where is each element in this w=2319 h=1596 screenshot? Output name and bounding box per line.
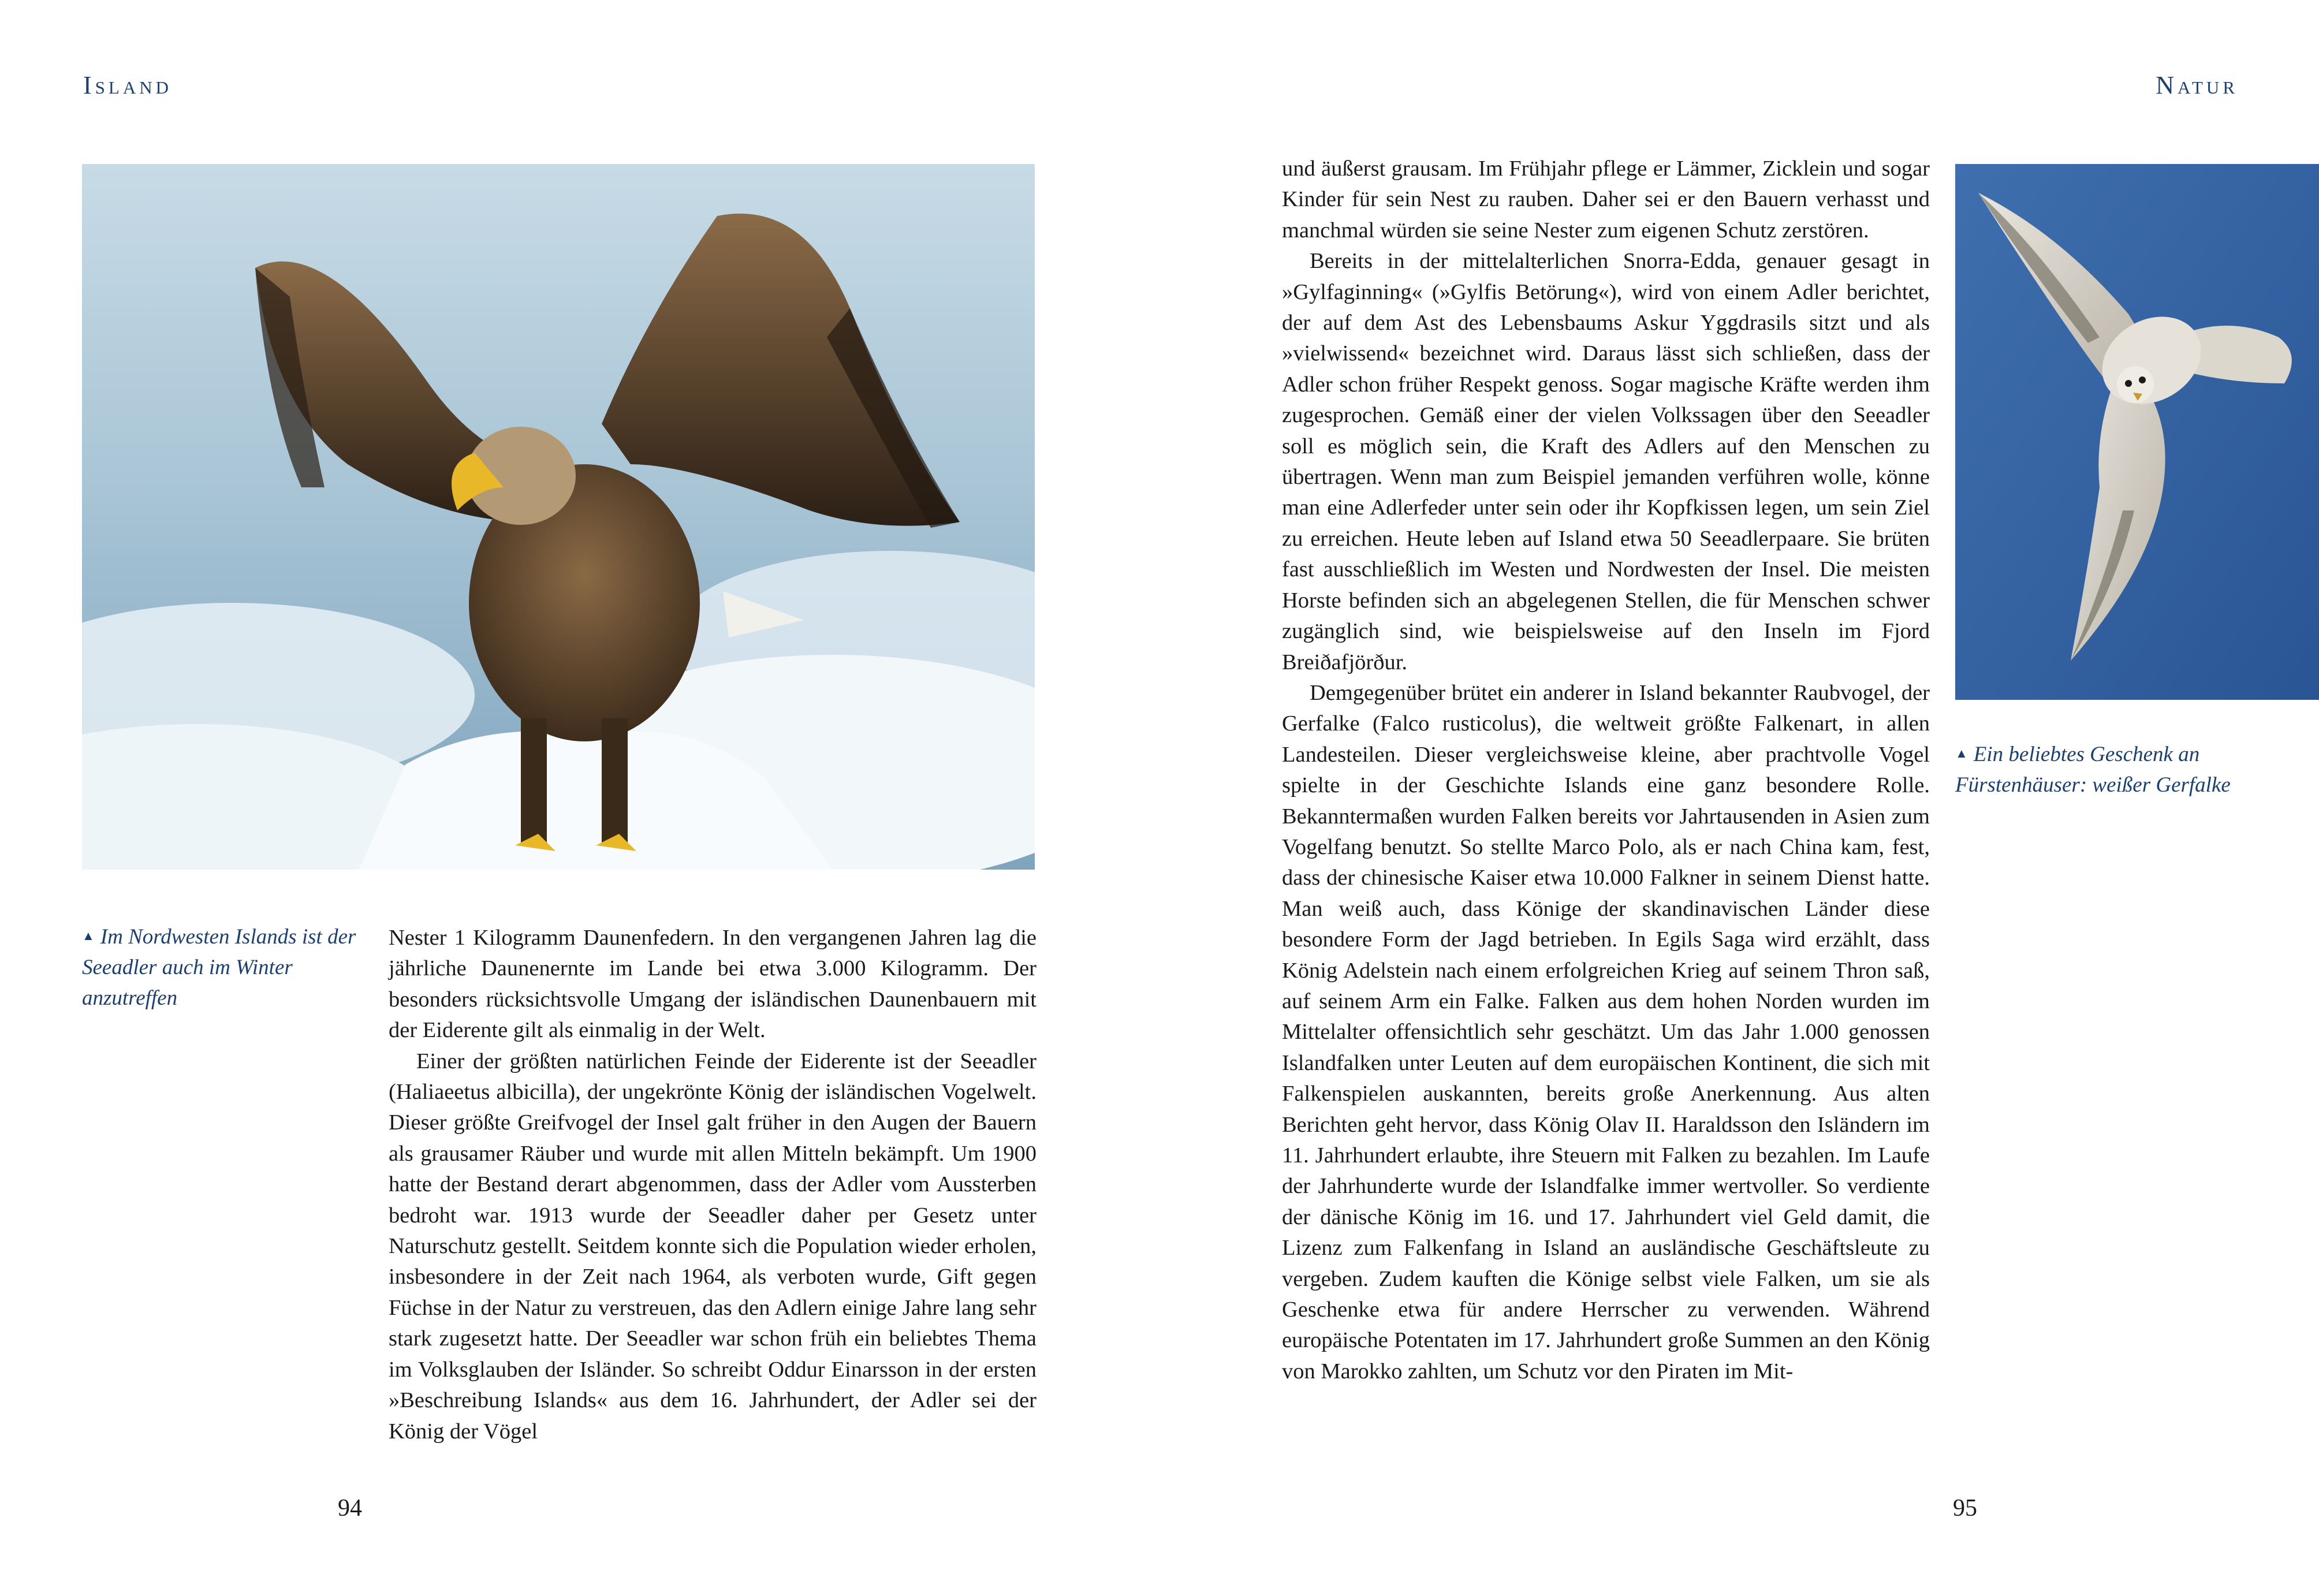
- paragraph: Einer der größten natürlichen Feinde der Eiderente ist der Seeadler (Haliaeetus albicilla), der ungekrönte König der isländischen Vogelwelt. Dieser größte Greifvogel der Insel galt früher in den Augen der Bauern als grausamer Räuber und wurde mit allen Mitteln bekämpft. Um 1900 hatte der Bestand derart abgenommen, dass der Adler vom Aussterben bedroht war. 1913 wurde der Seeadler daher per Gesetz unter Naturschutz gestellt. Seitdem konnte sich die Population wieder erholen, insbesondere in der Zeit nach 1964, als verboten wurde, Gift gegen Füchse in der Natur zu verstreuen, das den Adlern einige Jahre lang sehr stark zugesetzt hatte. Der Seeadler war schon früh ein beliebtes Thema im Volksglauben der Isländer. So schreibt Oddur Einarsson in der ersten »Beschreibung Islands« aus dem 16. Jahrhundert, der Adler sei der König der Vögel: [389, 1049, 1037, 1444]
- caption-triangle-icon: ▲: [82, 928, 95, 943]
- right-text-column: [1282, 154, 1930, 1387]
- gyrfalcon-caption: ▲ Ein beliebtes Geschenk an Fürstenhäuser: weißer Gerfalke: [1955, 743, 2231, 797]
- paragraph: Bereits in der mittelalterlichen Snorra-Edda, genauer gesagt in »Gylfaginning« (»Gylfis Betörung«), wird von einem Adler berichtet, der auf dem Ast des Lebensbaums Askur Yggdrasils sitzt und als »vielwissend« bezeichnet wird. Daraus lässt sich schließen, dass der Adler schon früher Respekt genoss. Sogar magische Kräfte werden ihm zugesprochen. Gemäß einer der vielen Volkssagen über den Seeadler soll es möglich sein, die Kraft des Adlers auf den Menschen zu übertragen. Wenn man zum Beispiel jemanden verführen wolle, könne man eine Adlerfeder unter sein oder ihr Kopfkissen legen, um sein Ziel zu erreichen. Heute leben auf Island etwa 50 Seeadlerpaare. Sie brüten fast ausschließlich im Westen und Nordwesten der Insel. Die meisten Horste befinden sich an abgelegenen Stellen, die für Menschen schwer zugänglich sind, wie beispielsweise auf den Inseln im Fjord Breiðafjörður.: [1282, 249, 1930, 674]
- page-number-right: 95: [1953, 1495, 1977, 1522]
- paragraph: Nester 1 Kilogramm Daunenfedern. In den vergangenen Jahren lag die jährliche Daunenernte im Lande bei etwa 3.000 Kilogramm. Der besonders rücksichtsvolle Umgang der isländischen Daunenbauern mit der Eiderente gilt als einmalig in der Welt.: [389, 926, 1037, 1043]
- caption-triangle-icon: ▲: [1955, 746, 1968, 760]
- gyrfalcon-photo: [1955, 164, 2319, 700]
- paragraph: und äußerst grausam. Im Frühjahr pflege er Lämmer, Zicklein und sogar Kinder für sein Nest zu rauben. Daher sei er den Bauern verhasst und manchmal würden sie seine Nester zum eigenen Schutz zerstören.: [1282, 156, 1930, 243]
- sea-eagle-caption: ▲ Im Nordwesten Islands ist der Seeadler auch im Winter anzutreffen: [82, 925, 356, 1010]
- page-number-left: 94: [338, 1495, 362, 1522]
- sea-eagle-photo: [82, 164, 1035, 870]
- left-text-column: [389, 923, 1037, 1447]
- paragraph: Demgegenüber brütet ein anderer in Island bekannter Raubvogel, der Gerfalke (Falco rusticolus), die weltweit größte Falkenart, in allen Landesteilen. Dieser vergleichsweise kleine, aber prachtvolle Vogel spielte in der Geschichte Islands eine ganz besondere Rolle. Bekanntermaßen wurden Falken bereits vor Jahrtausenden in Asien zum Vogelfang benutzt. So stellte Marco Polo, als er nach China kam, fest, dass der chinesische Kaiser etwa 10.000 Falkner in seinem Dienst hatte. Man weiß auch, dass Könige der skandinavischen Länder diese besondere Form der Jagd betrieben. In Egils Saga wird erzählt, dass König Adelstein nach einem erfolgreichen Krieg auf seinem Thron saß, auf seinem Arm ein Falke. Falken aus dem hohen Norden wurden im Mittelalter offensichtlich sehr geschätzt. Um das Jahr 1.000 genossen Islandfalken unter Leuten auf dem europäischen Kontinent, die sich mit Falkenspielen auskannten, bereits große Anerkennung. Aus alten Berichten geht hervor, dass König Olav II. Haraldsson den Isländern im 11. Jahrhundert erlaubte, ihre Steuern mit Falken zu bezahlen. Im Laufe der Jahrhunderte wurde der Islandfalke immer wertvoller. So verdiente der dänische König im 16. und 17. Jahrhundert viel Geld damit, die Lizenz zum Falkenfang in Island an ausländische Geschäftsleute zu vergeben. Zudem kauften die Könige selbst viele Falken, um sie als Geschenke etwa für andere Herrscher zu verwenden. Während europäische Potentaten im 17. Jahrhundert große Summen an den König von Marokko zahlten, um Schutz vor den Piraten im Mit-: [1282, 680, 1930, 1384]
- running-header-right: Natur: [2156, 71, 2238, 99]
- running-header-left: Island: [83, 71, 172, 99]
